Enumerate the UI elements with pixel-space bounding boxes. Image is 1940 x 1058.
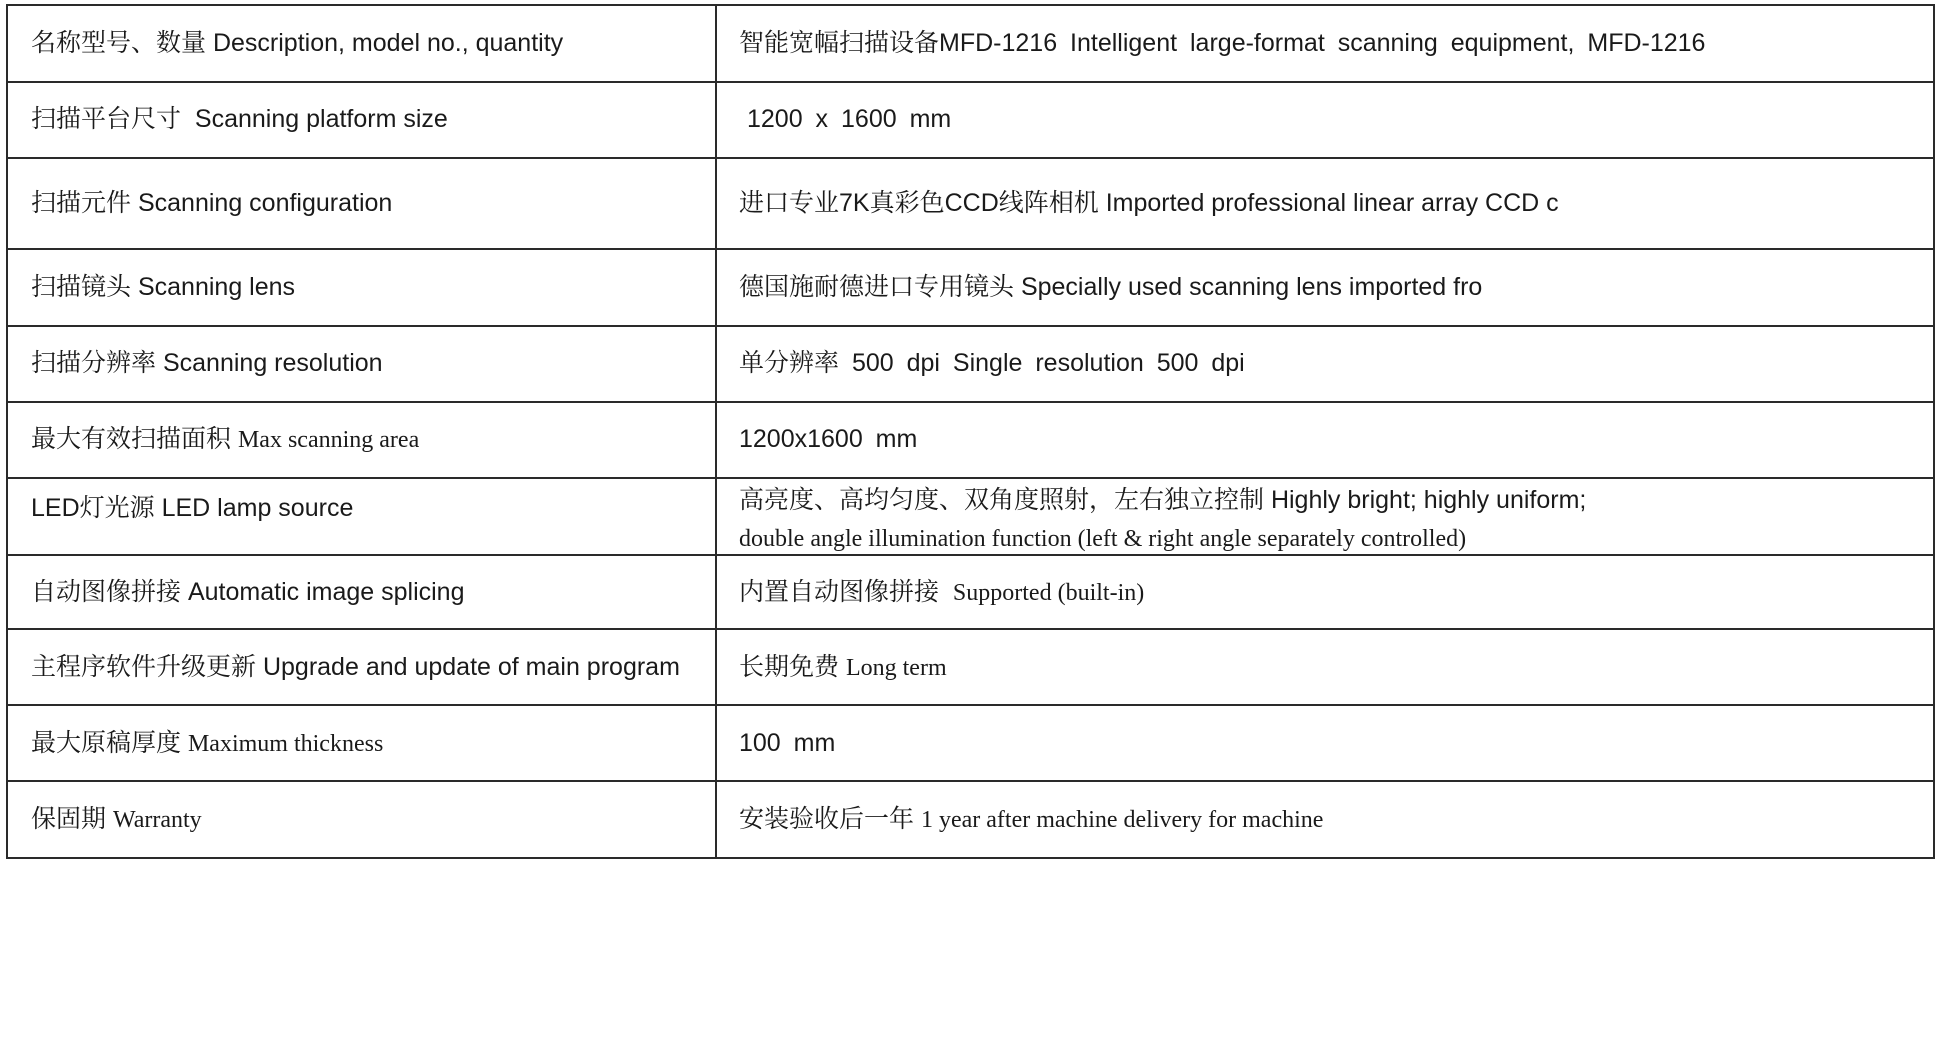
table-row bbox=[7, 629, 1934, 705]
row-label bbox=[7, 249, 716, 326]
label-cn: 最大有效扫描面积 bbox=[31, 425, 232, 454]
label-en: Automatic image splicing bbox=[187, 577, 465, 606]
table-row bbox=[7, 249, 1934, 326]
value-cn: 安装验收后一年 bbox=[739, 805, 915, 834]
label-en: Max scanning area bbox=[237, 427, 420, 454]
row-value: 智能宽幅扫描设备MFD-1216 Intelligent large-format scanning equipment, MFD-1216 bbox=[716, 5, 1934, 82]
row-value: 德国施耐德进口专用镜头 Specially used scanning lens imported fro bbox=[716, 249, 1934, 326]
row-label bbox=[7, 82, 716, 158]
table-row bbox=[7, 402, 1934, 478]
row-value bbox=[716, 478, 1934, 555]
label-en: Warranty bbox=[112, 807, 202, 834]
label-en: Upgrade and update of main program bbox=[262, 652, 680, 681]
value-line-1: 高亮度、高均匀度、双角度照射，左右独立控制 Highly bright; highly uniform; bbox=[739, 486, 1587, 514]
table-row bbox=[7, 326, 1934, 402]
table-row bbox=[7, 705, 1934, 781]
value-cn: 长期免费 bbox=[739, 652, 840, 681]
label-cn: 扫描镜头 bbox=[31, 272, 132, 301]
row-value bbox=[716, 781, 1934, 858]
label-en: Scanning platform size bbox=[194, 105, 448, 134]
table-row bbox=[7, 555, 1934, 629]
row-value: 进口专业7K真彩色CCD线阵相机 Imported professional linear array CCD c bbox=[716, 158, 1934, 249]
label-cn: 最大原稿厚度 bbox=[31, 728, 182, 757]
row-label bbox=[7, 705, 716, 781]
table-row bbox=[7, 158, 1934, 249]
row-label bbox=[7, 5, 716, 82]
label-cn: 自动图像拼接 bbox=[31, 577, 182, 606]
value-en: Supported (built-in) bbox=[952, 579, 1145, 606]
label-cn: 保固期 bbox=[31, 805, 107, 834]
label-cn: 主程序软件升级更新 bbox=[31, 652, 257, 681]
row-label bbox=[7, 326, 716, 402]
row-value: 1200 x 1600 mm bbox=[716, 82, 1934, 158]
row-value: 1200x1600 mm bbox=[716, 402, 1934, 478]
table-row bbox=[7, 5, 1934, 82]
value-en: 1 year after machine delivery for machine bbox=[920, 807, 1324, 834]
row-value bbox=[716, 555, 1934, 629]
value-cn: 内置自动图像拼接 bbox=[739, 577, 940, 606]
label-cn: 扫描平台尺寸 bbox=[31, 105, 182, 134]
row-label bbox=[7, 158, 716, 249]
row-value: 单分辨率 500 dpi Single resolution 500 dpi bbox=[716, 326, 1934, 402]
value-en: Long term bbox=[845, 654, 947, 681]
row-value: 100 mm bbox=[716, 705, 1934, 781]
label-cn: 扫描分辨率 bbox=[31, 349, 157, 378]
label-en: Description, model no., quantity bbox=[212, 28, 564, 57]
label-cn: LED灯光源 bbox=[31, 494, 155, 522]
label-en: Maximum thickness bbox=[187, 730, 384, 757]
label-en: Scanning lens bbox=[137, 272, 296, 301]
label-cn: 名称型号、数量 bbox=[31, 28, 207, 57]
row-label bbox=[7, 555, 716, 629]
table-row bbox=[7, 781, 1934, 858]
row-label bbox=[7, 478, 716, 555]
label-en: LED lamp source bbox=[161, 494, 354, 522]
value-line-2: double angle illumination function (left & right angle separately controlled) bbox=[739, 526, 1467, 553]
table-row bbox=[7, 478, 1934, 555]
spec-table bbox=[6, 4, 1935, 859]
row-label bbox=[7, 402, 716, 478]
label-en: Scanning resolution bbox=[162, 349, 383, 378]
label-cn: 扫描元件 bbox=[31, 188, 132, 217]
row-value bbox=[716, 629, 1934, 705]
row-label bbox=[7, 629, 716, 705]
table-row bbox=[7, 82, 1934, 158]
row-label bbox=[7, 781, 716, 858]
label-en: Scanning configuration bbox=[137, 188, 393, 217]
